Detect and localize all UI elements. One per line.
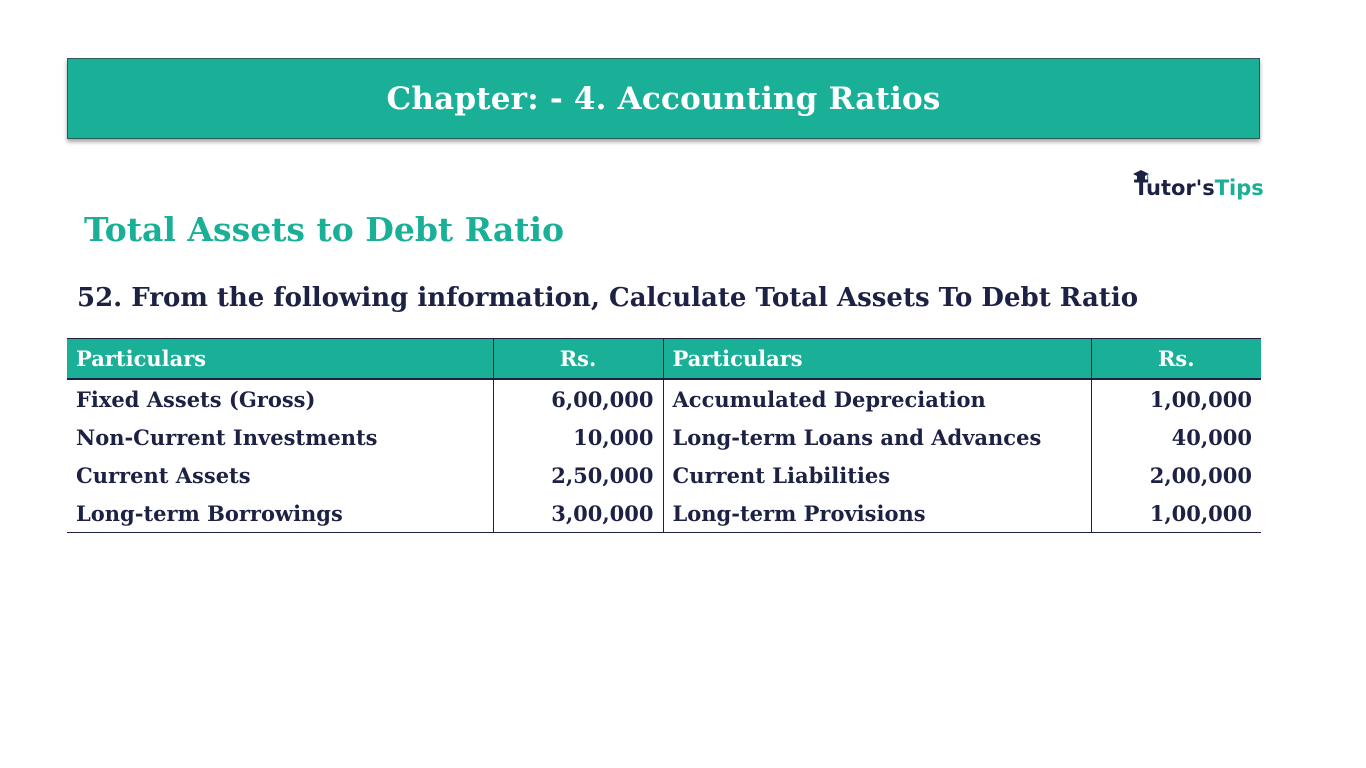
cell-amount: 1,00,000 [1091,494,1261,533]
header-particulars-2: Particulars [663,339,1091,380]
section-title: Total Assets to Debt Ratio [84,210,565,249]
table-header-row [67,339,1261,380]
cell-amount: 40,000 [1171,424,1252,450]
logo-text-suffix: Tips [1214,176,1264,200]
header-particulars-1: Particulars [67,339,493,380]
cell-amount: 2,50,000 [493,456,663,494]
cell-particular: Current Liabilities [663,456,1091,494]
chapter-banner [67,58,1260,139]
question-text: 52. From the following information, Calculate Total Assets To Debt Ratio [77,283,1139,313]
cell-particular: Accumulated Depreciation [663,379,1091,418]
chapter-title: Chapter: - 4. Accounting Ratios [386,80,941,117]
cell-amount: 2,00,000 [1149,462,1252,488]
cell-amount: 6,00,000 [493,379,663,418]
cell-particular: Fixed Assets (Gross) [67,379,493,418]
cell-particular: Long-term Loans and Advances [663,418,1091,456]
cell-particular: Long-term Borrowings [67,494,493,533]
cell-amount: 10,000 [493,418,663,456]
logo-text-prefix: Tutor's [1134,176,1215,200]
tutorstips-logo [1132,170,1262,206]
table-row [67,418,1261,456]
logo-text [1134,176,1264,200]
cell-particular: Long-term Provisions [663,494,1091,533]
header-rs-2: Rs. [1091,339,1261,380]
cell-particular: Non-Current Investments [67,418,493,456]
cell-particular: Current Assets [67,456,493,494]
particulars-table [67,338,1261,533]
cell-amount: 3,00,000 [493,494,663,533]
cell-amount: 1,00,000 [1149,386,1252,412]
table-row [67,494,1261,533]
header-rs-1: Rs. [493,339,663,380]
table-row [67,379,1261,418]
table-row [67,456,1261,494]
